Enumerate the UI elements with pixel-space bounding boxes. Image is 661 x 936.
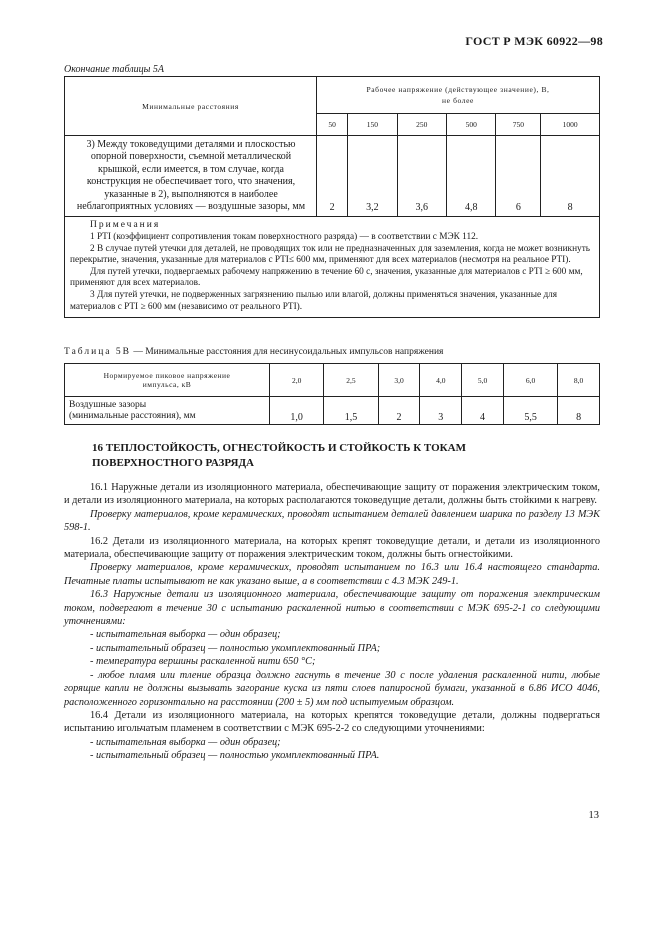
table5a-voltage-cell: 250: [397, 114, 446, 136]
paragraph-16-1-check: Проверку материалов, кроме керамических, проводят испытанием деталей давлением шарика по разделу 13 МЭК 598-1.: [64, 508, 600, 534]
table5a-row3-label: 3) Между токоведущими деталями и плоскостью опорной поверхности, съемной металлической крышкой, если имеется, в том случае, когда конструкция не обеспечивает того, что значения, указанные в 2), выполняются в наиболее неблагоприятных условиях — воздушные зазоры, мм: [65, 136, 317, 217]
table5a-notes: [65, 217, 600, 318]
table5a-value-cell: 2: [317, 136, 348, 217]
table5b-value-cell: 4: [462, 397, 504, 425]
list-item: - испытательная выборка — один образец;: [90, 736, 281, 748]
table5a-value-cell: 4,8: [447, 136, 496, 217]
table5b-voltage-cell: 8,0: [558, 364, 600, 397]
table5b-caption: Таблица 5В — Минимальные расстояния для несинусоидальных импульсов напряжения: [64, 347, 444, 357]
table5b-voltage-cell: 4,0: [420, 364, 462, 397]
table5b-value-cell: 2: [378, 397, 420, 425]
table-5a: [64, 76, 600, 318]
list-item: - испытательный образец — полностью укомплектованный ПРА;: [90, 642, 381, 654]
notes-title: Примечания: [90, 220, 161, 231]
table-5b: [64, 363, 600, 425]
table5a-col0-header: Минимальные расстояния: [65, 77, 317, 136]
page-number: 13: [588, 810, 599, 821]
table5b-voltage-cell: 5,0: [462, 364, 504, 397]
table5a-voltage-header: Рабочее напряжение (действующее значение), В, не более: [317, 77, 600, 114]
table5b-value-cell: 3: [420, 397, 462, 425]
table5b-value-cell: 1,0: [270, 397, 324, 425]
table5b-value-cell: 1,5: [324, 397, 378, 425]
table5a-value-cell: 8: [541, 136, 600, 217]
list-item: - любое пламя или тление образца должно гаснуть в течение 30 с после удаления раскаленной нити, любые горящие капли не должны вызывать загорание куска из пяти слоев папиросной бумаги, указанной в 6.86 ИСО 4046, расположенного горизонтально на расстоянии (200 ± 5) мм под испытуемым образцом.: [64, 669, 600, 708]
table5a-voltage-cell: 1000: [541, 114, 600, 136]
paragraph-16-3: 16.3 Наружные детали из изоляционного материала, обеспечивающие защиту от поражения электрическим током, подвергают в течение 30 с испытанию раскаленной нитью в соответствии с МЭК 695-2-1 со следующими уточнениями:: [64, 589, 600, 628]
table5a-voltage-cell: 750: [496, 114, 541, 136]
paragraph-16-4: 16.4 Детали из изоляционного материала, на которых крепятся токоведущие детали, должны подвергаться испытанию игольчатым пламенем в соответствии с МЭК 695-2-2 со следующими уточнениями:: [64, 709, 600, 735]
note-2b: Для путей утечки, подвергаемых рабочему напряжению в течение 60 с, значения, указанные для материалов с PTI ≥ 600 мм, применяют для всех материалов.: [70, 266, 583, 289]
table5b-row-label: Воздушные зазоры (минимальные расстояния), мм: [65, 397, 270, 425]
section16-heading: 16 ТЕПЛОСТОЙКОСТЬ, ОГНЕСТОЙКОСТЬ И СТОЙКОСТЬ К ТОКАМ ПОВЕРХНОСТНОГО РАЗРЯДА: [92, 442, 466, 469]
table5b-value-cell: 5,5: [503, 397, 557, 425]
document-header: ГОСТ Р МЭК 60922—98: [465, 34, 603, 48]
table5a-voltage-cell: 500: [447, 114, 496, 136]
table5b-col0-header: Нормируемое пиковое напряжение импульса, кВ: [65, 364, 270, 397]
table5a-voltage-cell: 150: [348, 114, 397, 136]
note-2: 2 В случае путей утечки для деталей, не проводящих ток или не предназначенных для заземления, когда не может возникнуть перекрытие, значения, указанные для материалов с PTI≤ 600 мм, применяют для всех материалов (несмотря на реальное PTI).: [70, 243, 590, 266]
table5a-voltage-cell: 50: [317, 114, 348, 136]
note-3: 3 Для путей утечки, не подверженных загрязнению пылью или влагой, должны применяться значения, указанные для материалов с PTI ≥ 600 мм (независимо от реального PTI).: [70, 290, 558, 312]
paragraph-16-2-check: Проверку материалов, кроме керамических, проводят испытанием по 16.3 или 16.4 настоящего стандарта. Печатные платы испытывают не как указано выше, а в соответствии с 4.3 МЭК 249-1.: [64, 562, 600, 587]
note-1: 1 PTI (коэффициент сопротивления токам поверхностного разряда) — в соответствии с МЭК 112.: [90, 232, 479, 243]
table5b-voltage-cell: 6,0: [503, 364, 557, 397]
table5a-caption: Окончание таблицы 5А: [64, 64, 165, 75]
list-item: - испытательная выборка — один образец;: [90, 629, 281, 641]
list-item: - температура вершины раскаленной нити 650 °С;: [90, 656, 316, 668]
list-item: - испытательный образец — полностью укомплектованный ПРА.: [90, 750, 380, 762]
table5b-voltage-cell: 2,5: [324, 364, 378, 397]
table5b-voltage-cell: 2,0: [270, 364, 324, 397]
section16-body: [64, 481, 600, 763]
paragraph-16-2: 16.2 Детали из изоляционного материала, на которых крепят токоведущие детали, и детали из изоляционного материала, обеспечивающие защиту от поражения электрическим током, должны быть огнестойкими.: [64, 535, 600, 561]
table5b-value-cell: 8: [558, 397, 600, 425]
table5a-value-cell: 6: [496, 136, 541, 217]
table5a-value-cell: 3,6: [397, 136, 446, 217]
table5a-value-cell: 3,2: [348, 136, 397, 217]
table5b-voltage-cell: 3,0: [378, 364, 420, 397]
paragraph-16-1: 16.1 Наружные детали из изоляционного материала, обеспечивающие защиту от поражения электрическим током, и детали из изоляционного материала, на которых располагаются токоведущие детали, должны быть стойкими к нагреву.: [64, 482, 600, 507]
